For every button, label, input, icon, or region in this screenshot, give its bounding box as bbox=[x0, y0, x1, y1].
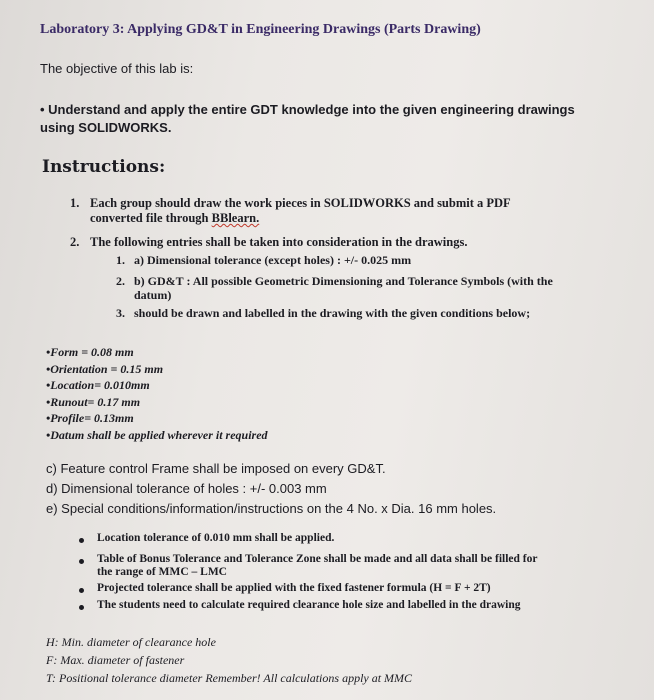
extra-item-d: d) Dimensional tolerance of holes : +/- 0.003 mm bbox=[46, 481, 327, 496]
objective-bullet bbox=[40, 101, 575, 137]
bblearn-link[interactable]: BBlearn. bbox=[211, 211, 260, 225]
instruction-1-line-2-text: converted file through bbox=[90, 211, 212, 225]
hole-condition-2-line-1: Table of Bonus Tolerance and Tolerance Zone shall be made and all data shall be filled for bbox=[97, 553, 538, 565]
condition-form: •Form = 0.08 mm bbox=[46, 345, 134, 359]
hole-condition-3: Projected tolerance shall be applied with the fixed fastener formula (H = F + 2T) bbox=[97, 582, 491, 594]
instructions-heading: Instructions: bbox=[42, 157, 166, 177]
condition-runout: •Runout= 0.17 mm bbox=[46, 394, 141, 409]
subitem-2 bbox=[134, 274, 553, 302]
bullet-dot bbox=[79, 605, 84, 610]
definition-t: T: Positional tolerance diameter Remember! All calculations apply at MMC bbox=[46, 671, 413, 685]
instruction-2-number: 2. bbox=[70, 235, 80, 249]
subitem-1-number: 1. bbox=[116, 253, 125, 267]
subitem-2-number: 2. bbox=[116, 274, 125, 288]
hole-condition-1: Location tolerance of 0.010 mm shall be applied. bbox=[97, 532, 335, 544]
objective-label: The objective of this lab is: bbox=[40, 61, 194, 76]
bullet-dot bbox=[79, 559, 84, 564]
instruction-1-line-1: Each group should draw the work pieces in SOLIDWORKS and submit a PDF bbox=[90, 196, 511, 210]
definitions bbox=[46, 633, 412, 687]
bullet-dot bbox=[79, 538, 84, 543]
condition-location: •Location= 0.010mm bbox=[46, 378, 150, 392]
extra-items bbox=[46, 459, 496, 519]
extra-item-e: e) Special conditions/information/instructions on the 4 No. x Dia. 16 mm holes. bbox=[46, 501, 497, 516]
subitem-2-line-1: b) GD&T : All possible Geometric Dimensioning and Tolerance Symbols (with the bbox=[134, 274, 553, 288]
subitem-3: should be drawn and labelled in the drawing with the given conditions below; bbox=[134, 306, 531, 320]
definition-h: H: Min. diameter of clearance hole bbox=[46, 635, 216, 649]
hole-condition-4: The students need to calculate required clearance hole size and labelled in the drawing bbox=[97, 599, 521, 611]
definition-f: F: Max. diameter of fastener bbox=[46, 653, 185, 667]
instruction-1 bbox=[90, 196, 511, 226]
subitem-3-number: 3. bbox=[116, 306, 125, 320]
instruction-1-number: 1. bbox=[70, 196, 80, 210]
condition-profile: •Profile= 0.13mm bbox=[46, 411, 134, 425]
condition-orientation: •Orientation = 0.15 mm bbox=[46, 361, 164, 376]
instruction-1-line-2 bbox=[90, 211, 511, 226]
bullet-dot bbox=[79, 588, 84, 593]
conditions-list bbox=[46, 344, 268, 443]
condition-datum: •Datum shall be applied wherever it required bbox=[46, 427, 268, 442]
subitem-2-line-2: datum) bbox=[134, 288, 172, 302]
hole-condition-2 bbox=[97, 553, 537, 578]
lab-title: Laboratory 3: Applying GD&T in Engineering Drawings (Parts Drawing) bbox=[40, 22, 481, 37]
hole-condition-2-line-2: the range of MMC – LMC bbox=[97, 565, 227, 578]
objective-line-2: using SOLIDWORKS. bbox=[40, 120, 172, 135]
objective-line-1: • Understand and apply the entire GDT knowledge into the given engineering drawings bbox=[40, 102, 575, 117]
extra-item-c: c) Feature control Frame shall be imposed on every GD&T. bbox=[46, 461, 386, 476]
instruction-2: The following entries shall be taken into consideration in the drawings. bbox=[90, 235, 468, 249]
subitem-1: a) Dimensional tolerance (except holes) : +/- 0.025 mm bbox=[134, 253, 412, 267]
